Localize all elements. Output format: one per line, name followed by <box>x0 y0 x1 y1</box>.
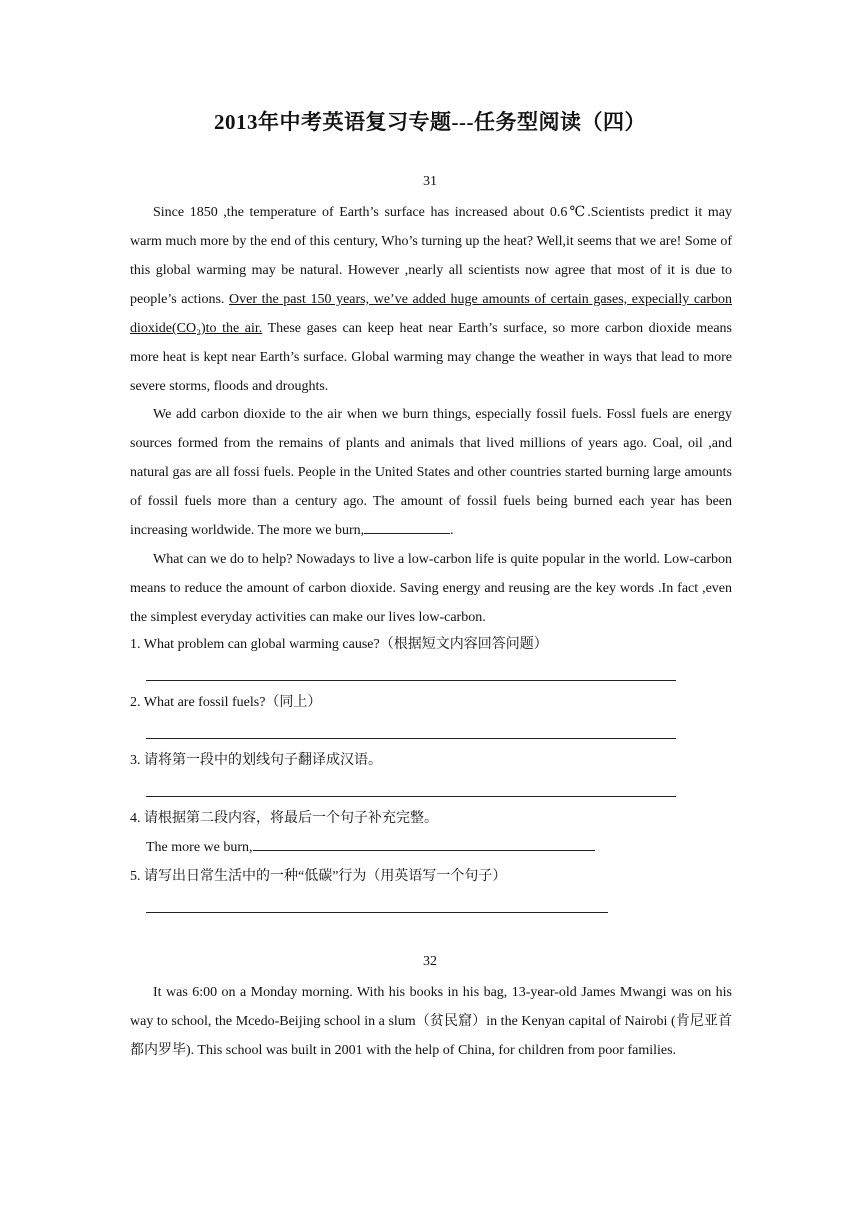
question-5: 5. 请写出日常生活中的一种“低碳”行为（用英语写一个句子） <box>130 869 507 884</box>
question-1: 1. What problem can global warming cause?（根据短文内容回答问题） <box>130 637 548 652</box>
answer-line <box>146 738 676 739</box>
fill-in-blank <box>364 521 450 534</box>
question-3: 3. 请将第一段中的划线句子翻译成汉语。 <box>130 753 382 768</box>
underlined-sentence: Over the past 150 years, we’ve added huge amounts of certain gases, expecially carbon dioxide(CO₂)to the air. <box>130 292 732 336</box>
question-4-sentence <box>146 838 595 858</box>
answer-line <box>146 912 608 913</box>
passage-paragraph: It was 6:00 on a Monday morning. With his books in his bag, 13-year-old James Mwangi was on his way to school, the Mcedo-Beijing school in a slum（贫民窟）in the Kenyan capital of Nairobi (肯尼亚首都内罗毕). This school was built in 2001 with the help of China, for children from poor families. <box>130 985 732 1058</box>
answer-line <box>146 680 676 681</box>
passage-paragraph <box>130 198 732 401</box>
paragraph-text: These gases can keep heat near Earth’s surface, so more carbon dioxide means more heat is kept near Earth’s surface. Global warming may change the weather in ways that lead to more severe storms, floods and droughts. <box>130 321 732 394</box>
section-number: 31 <box>423 174 437 189</box>
section-number: 32 <box>423 954 437 969</box>
paragraph-text: We add carbon dioxide to the air when we burn things, especially fossil fuels. Fossl fuels are energy sources formed from the remains of plants and animals that lived millions of years ago. Coal, oil ,and natural gas are all fossi fuels. People in the United States and other countries started burning large amounts of fossil fuels more than a century ago. The amount of fossil fuels being burned each year has been increasing worldwide. The more we burn, <box>130 407 732 538</box>
question-2: 2. What are fossil fuels?（同上） <box>130 695 322 710</box>
passage-paragraph: What can we do to help? Nowadays to live a low-carbon life is quite popular in the world. Low-carbon means to reduce the amount of carbon dioxide. Saving energy and reusing are the key words .In fact ,even the simplest everyday activities can make our lives low-carbon. <box>130 552 732 625</box>
answer-line <box>146 796 676 797</box>
sentence-start: The more we burn, <box>146 840 253 855</box>
question-4: 4. 请根据第二段内容，将最后一个句子补充完整。 <box>130 811 438 826</box>
fill-in-blank <box>253 838 595 851</box>
page-title: 2013年中考英语复习专题---任务型阅读（四） <box>214 110 646 134</box>
passage-paragraph: We add carbon dioxide to the air when we burn things, especially fossil fuels. Fossl fuels are energy sources formed from the remains of plants and animals that lived millions of years ago. Coal, oil ,and natural gas are all fossi fuels. People in the United States and other countries started burning large amounts of fossil fuels more than a century ago. The amount of fossil fuels being burned each year has been increasing worldwide. The more we burn, . <box>130 407 732 538</box>
paragraph-text: Since 1850 ,the temperature of Earth’s surface has increased about 0.6℃.Scientists predict it may warm much more by the end of this century, Who’s turning up the heat? Well,it seems that we are! Some of this global warming may be natural. However ,nearly all scientists now agree that most of it is due to people’s actions. <box>130 205 732 307</box>
